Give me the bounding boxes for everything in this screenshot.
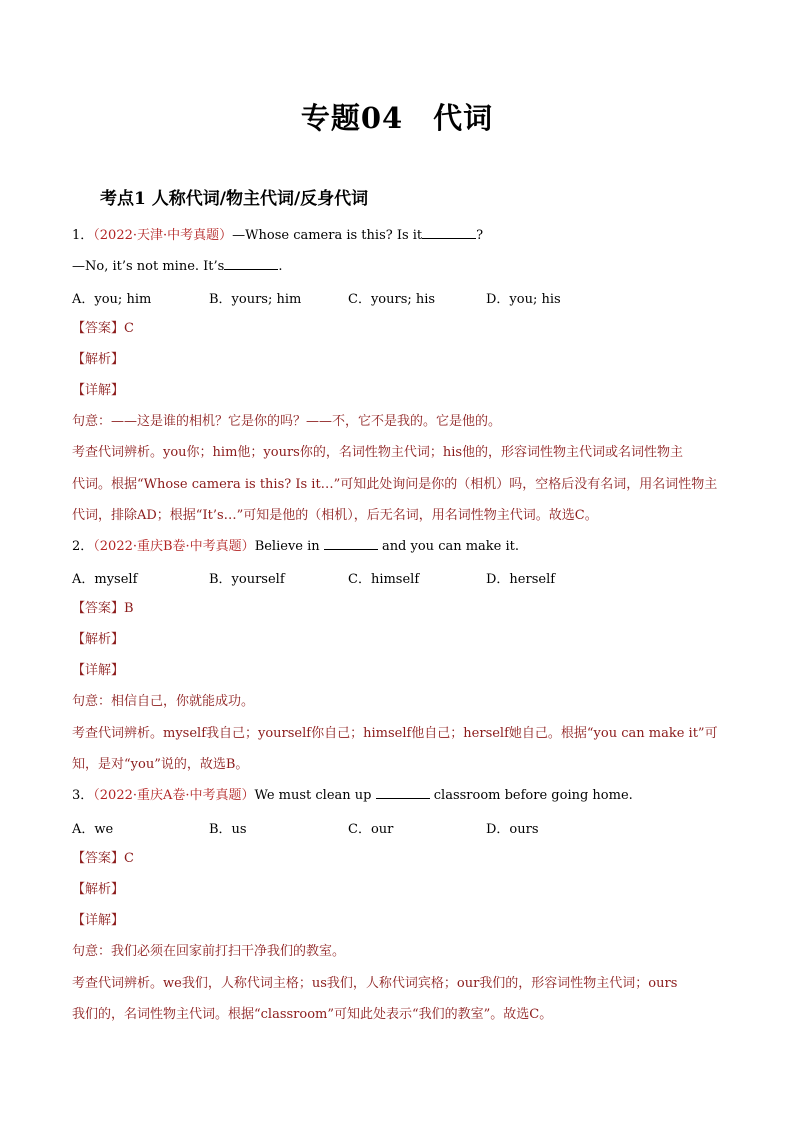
question-3-stem: 3．（2022·重庆A卷·中考真题）We must clean up classroom before going home. (72, 788, 633, 803)
question-1-source: （2022·天津·中考真题） (93, 228, 233, 243)
question-1-line2: —No, it’s not mine. It’s . (72, 259, 283, 274)
question-3-detail-label: 【详解】 (72, 913, 125, 928)
question-2-source: （2022·重庆B卷·中考真题） (93, 539, 255, 554)
question-3-option-c: C．our (348, 822, 394, 837)
title-topic-number: 专题04 (300, 101, 404, 135)
title-topic-name: 代词 (433, 101, 494, 135)
answer-blank (422, 226, 476, 239)
question-2-explanation-1: 句意：相信自己，你就能成功。 (72, 694, 255, 709)
answer-blank (376, 786, 430, 799)
section-heading: 考点1 人称代词/物主代词/反身代词 (100, 189, 369, 209)
question-2-explanation-3: 知，是对“you”说的，故选B。 (72, 757, 249, 772)
question-3-explanation-2: 考查代词辨析。we我们，人称代词主格；us我们，人称代词宾格；our我们的，形容词性物主代词；ours (72, 976, 678, 991)
question-1-option-d: D．you; his (486, 292, 561, 307)
question-1-option-c: C．yours; his (348, 292, 436, 307)
question-1-option-a: A．you; him (72, 292, 152, 307)
question-3-answer: 【答案】C (72, 851, 134, 866)
question-1-analysis-label: 【解析】 (72, 352, 125, 367)
question-2-stem: 2．（2022·重庆B卷·中考真题）Believe in and you can make it. (72, 539, 520, 554)
question-3-explanation-1: 句意：我们必须在回家前打扫干净我们的教室。 (72, 944, 346, 959)
question-2-explanation-2: 考查代词辨析。myself我自己；yourself你自己；himself他自己；herself她自己。根据“you can make it”可 (72, 726, 718, 741)
question-1-explanation-3: 代词。根据“Whose camera is this? Is it…”可知此处询问是你的（相机）吗，空格后没有名词，用名词性物主 (72, 477, 718, 492)
question-1-explanation-1: 句意：——这是谁的相机？它是你的吗？——不，它不是我的。它是他的。 (72, 414, 502, 429)
question-1-detail-label: 【详解】 (72, 383, 125, 398)
question-2-option-b: B．yourself (209, 572, 285, 587)
page-title (0, 96, 794, 137)
question-2-answer: 【答案】B (72, 601, 134, 616)
question-3-explanation-3: 我们的，名词性物主代词。根据“classroom”可知此处表示“我们的教室”。故选C。 (72, 1007, 553, 1022)
question-3-source: （2022·重庆A卷·中考真题） (93, 788, 255, 803)
question-1-stem: 1．（2022·天津·中考真题）—Whose camera is this? Is it ? (72, 228, 484, 243)
question-1-option-b: B．yours; him (209, 292, 302, 307)
question-2-option-a: A．myself (72, 572, 138, 587)
question-3-option-a: A．we (72, 822, 114, 837)
question-3-option-d: D．ours (486, 822, 539, 837)
question-3-analysis-label: 【解析】 (72, 882, 125, 897)
question-2-analysis-label: 【解析】 (72, 632, 125, 647)
question-3-option-b: B．us (209, 822, 247, 837)
question-2-option-c: C．himself (348, 572, 420, 587)
question-2-option-d: D．herself (486, 572, 556, 587)
question-1-explanation-4: 代词，排除AD；根据“It’s…”可知是他的（相机），后无名词，用名词性物主代词。故选C。 (72, 508, 598, 523)
question-1-answer: 【答案】C (72, 321, 134, 336)
answer-blank (224, 257, 278, 270)
answer-blank (324, 537, 378, 550)
question-2-detail-label: 【详解】 (72, 663, 125, 678)
question-1-explanation-2: 考查代词辨析。you你；him他；yours你的，名词性物主代词；his他的，形容词性物主代词或名词性物主 (72, 445, 684, 460)
